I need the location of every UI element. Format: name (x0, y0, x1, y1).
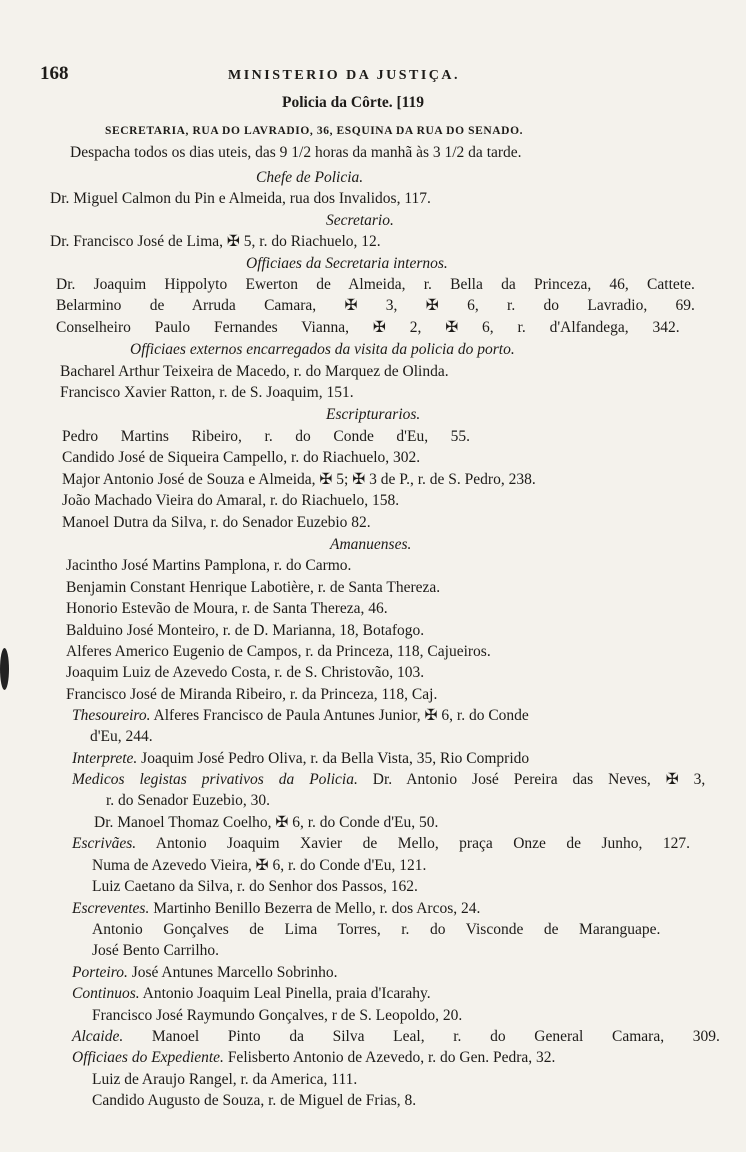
entry-line (90, 727, 153, 747)
entry-text: Felisberto Antonio de Azevedo, r. do Gen. Pedra, 32. (223, 1049, 556, 1066)
entry-line (92, 941, 219, 961)
entry-text: d'Eu, 244. (90, 728, 153, 745)
entry-text: José Antunes Marcello Sobrinho. (127, 964, 338, 981)
entry-text: Amanuenses. (330, 536, 412, 553)
entry-text: Alferes Americo Eugenio de Campos, r. da Princeza, 118, Cajueiros. (66, 643, 491, 660)
entry-line (92, 856, 426, 876)
entry-text: Chefe de Policia. (256, 169, 364, 186)
ink-blot (0, 648, 9, 690)
entry-line (60, 383, 354, 403)
entry-line (62, 513, 371, 533)
entry-text: Dr. Miguel Calmon du Pin e Almeida, rua dos Invalidos, 117. (50, 190, 431, 207)
entry-line (62, 427, 470, 447)
entry-text: Manoel Pinto da Silva Leal, r. do General Camara, 309. (123, 1028, 720, 1045)
entry-line (92, 1070, 357, 1090)
entry-text: Francisco José Raymundo Gonçalves, r de S. Leopoldo, 20. (92, 1007, 463, 1024)
entry-line (66, 685, 437, 705)
entry-text: Secretario. (326, 212, 394, 229)
entry-line (66, 642, 491, 662)
section-heading (246, 254, 448, 274)
role-label: Continuos. (72, 985, 140, 1002)
entry-line (92, 920, 660, 940)
entry-line (72, 963, 338, 983)
entry-text: Major Antonio José de Souza e Almeida, ✠ 5; ✠ 3 de P., r. de S. Pedro, 238. (62, 471, 536, 488)
entry-text: Officiaes da Secretaria internos. (246, 255, 448, 272)
office-hours: Despacha todos os dias uteis, das 9 1/2 horas da manhã às 3 1/2 da tarde. (70, 144, 522, 161)
entry-line (56, 275, 695, 295)
entry-text: Dr. Joaquim Hippolyto Ewerton de Almeida, r. Bella da Princeza, 46, Cattete. (56, 276, 695, 293)
entry-text: Luiz Caetano da Silva, r. do Senhor dos Passos, 162. (92, 878, 418, 895)
entry-text: Conselheiro Paulo Fernandes Vianna, ✠ 2, ✠ 6, r. d'Alfandega, 342. (56, 319, 680, 336)
entry-line (50, 232, 381, 252)
role-label: Escreventes. (72, 900, 150, 917)
entry-text: Belarmino de Arruda Camara, ✠ 3, ✠ 6, r. do Lavradio, 69. (56, 297, 695, 314)
entry-text: Alferes Francisco de Paula Antunes Junior, ✠ 6, r. do Conde (150, 707, 529, 724)
entry-line (72, 706, 529, 726)
running-title: MINISTERIO DA JUSTIÇA. (228, 68, 460, 83)
entry-line (62, 470, 536, 490)
entry-text: Benjamin Constant Henrique Labotière, r. de Santa Thereza. (66, 579, 441, 596)
entry-text: Dr. Antonio José Pereira das Neves, ✠ 3, (357, 771, 706, 788)
entry-line (66, 621, 424, 641)
entry-text: Dr. Francisco José de Lima, ✠ 5, r. do Riachuelo, 12. (50, 233, 381, 250)
role-label: Porteiro. (72, 964, 128, 981)
entry-line (66, 663, 424, 683)
entry-line (62, 448, 420, 468)
entry-text: Joaquim José Pedro Oliva, r. da Bella Vista, 35, Rio Comprido (137, 750, 530, 767)
entry-text: Dr. Manoel Thomaz Coelho, ✠ 6, r. do Conde d'Eu, 50. (94, 814, 439, 831)
entry-text: Jacintho José Martins Pamplona, r. do Carmo. (66, 557, 352, 574)
entry-line (72, 899, 480, 919)
entry-text: Pedro Martins Ribeiro, r. do Conde d'Eu, 55. (62, 428, 471, 445)
entry-line (62, 491, 399, 511)
entry-line (50, 189, 431, 209)
entry-text: r. do Senador Euzebio, 30. (106, 792, 271, 809)
role-label: Thesoureiro. (72, 707, 151, 724)
entry-text: Balduino José Monteiro, r. de D. Marianna, 18, Botafogo. (66, 622, 425, 639)
entry-text: Antonio Joaquim Leal Pinella, praia d'Icarahy. (139, 985, 431, 1002)
entry-text: Manoel Dutra da Silva, r. do Senador Euzebio 82. (62, 514, 371, 531)
entry-text: Luiz de Araujo Rangel, r. da America, 111. (92, 1071, 358, 1088)
entry-line (92, 1091, 416, 1111)
section-heading (326, 211, 394, 231)
entry-line (72, 1027, 720, 1047)
role-label: Medicos legistas privativos da Policia. (72, 771, 358, 788)
entry-text: Joaquim Luiz de Azevedo Costa, r. de S. Christovão, 103. (66, 664, 425, 681)
entry-text: Martinho Benillo Bezerra de Mello, r. dos Arcos, 24. (149, 900, 481, 917)
entry-text: Numa de Azevedo Vieira, ✠ 6, r. do Conde d'Eu, 121. (92, 857, 427, 874)
entry-text: Antonio Gonçalves de Lima Torres, r. do Visconde de Maranguape. (92, 921, 661, 938)
entry-text: Escripturarios. (326, 406, 421, 423)
entry-line (72, 984, 431, 1004)
section-heading (256, 168, 363, 188)
entry-text: Bacharel Arthur Teixeira de Macedo, r. do Marquez de Olinda. (60, 363, 449, 380)
entry-line (72, 1048, 555, 1068)
entry-line (72, 749, 529, 769)
entry-line (60, 362, 449, 382)
entry-text: Francisco Xavier Ratton, r. de S. Joaquim, 151. (60, 384, 354, 401)
entry-line (92, 877, 418, 897)
section-title: Policia da Côrte. [119 (282, 94, 425, 111)
entry-line (92, 1006, 462, 1026)
role-label: Escrivães. (72, 835, 137, 852)
entry-line (94, 813, 438, 833)
section-heading (130, 340, 515, 360)
entry-text: João Machado Vieira do Amaral, r. do Riachuelo, 158. (62, 492, 400, 509)
role-label: Alcaide. (72, 1028, 124, 1045)
entry-text: Honorio Estevão de Moura, r. de Santa Thereza, 46. (66, 600, 388, 617)
entry-text: Candido José de Siqueira Campello, r. do Riachuelo, 302. (62, 449, 421, 466)
entry-line (66, 599, 388, 619)
entry-text: José Bento Carrilho. (92, 942, 219, 959)
entry-text: Officiaes externos encarregados da visita da policia do porto. (130, 341, 515, 358)
entry-line (66, 556, 351, 576)
section-heading (330, 535, 411, 555)
entry-text: Francisco José de Miranda Ribeiro, r. da Princeza, 118, Caj. (66, 686, 438, 703)
entry-line (66, 578, 440, 598)
entry-text: Antonio Joaquim Xavier de Mello, praça Onze de Junho, 127. (136, 835, 690, 852)
section-heading (326, 405, 420, 425)
entry-line (72, 770, 705, 790)
page-number: 168 (40, 63, 69, 84)
role-label: Officiaes do Expediente. (72, 1049, 224, 1066)
address-line: SECRETARIA, RUA DO LAVRADIO, 36, ESQUINA DA RUA DO SENADO. (105, 125, 524, 137)
entry-line (56, 296, 695, 316)
entry-line (106, 791, 270, 811)
entry-text: Candido Augusto de Souza, r. de Miguel de Frias, 8. (92, 1092, 417, 1109)
entry-line (72, 834, 690, 854)
entry-line (56, 318, 680, 338)
role-label: Interprete. (72, 750, 138, 767)
